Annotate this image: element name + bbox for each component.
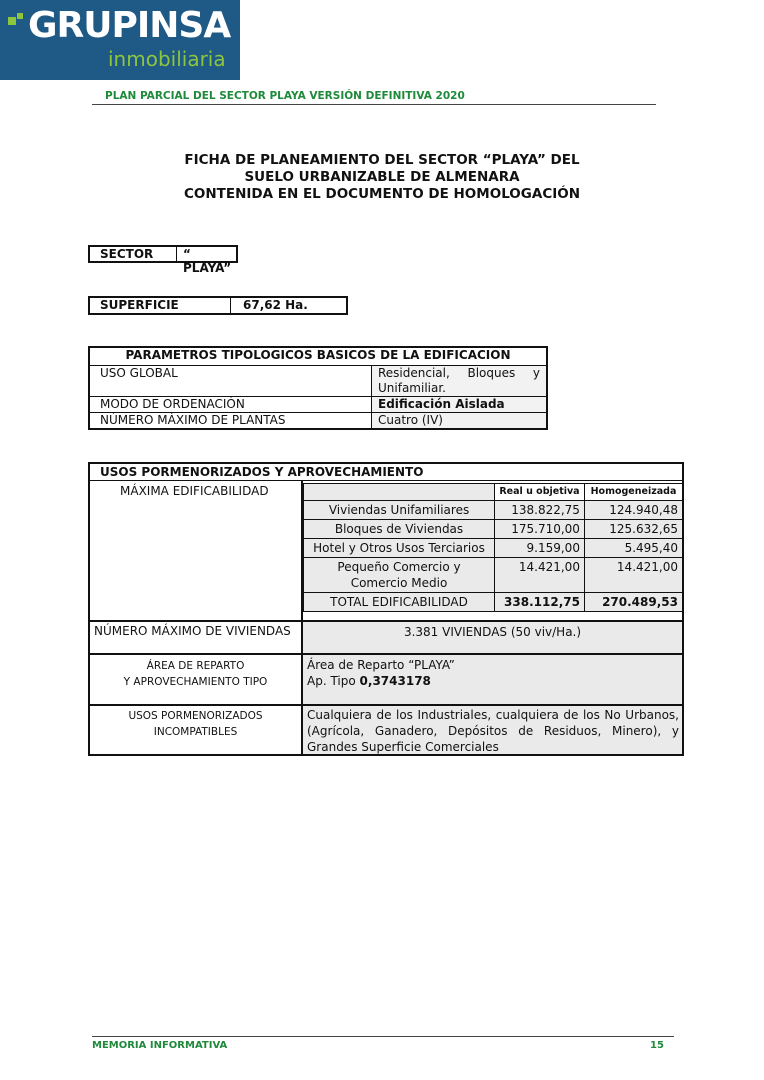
header-empty-cell xyxy=(304,484,495,501)
superficie-label: SUPERFICIE xyxy=(90,298,231,313)
incompatibles-value-line-1: Cualquiera de los Industriales, cualquiera de los No Urbanos, xyxy=(307,708,679,722)
logo-brand: GRUPINSA xyxy=(28,5,231,46)
reparto-label xyxy=(90,658,301,690)
sector-box xyxy=(88,245,238,275)
row-homog: 14.421,00 xyxy=(584,558,682,593)
reparto-value-line-1: Área de Reparto “PLAYA” xyxy=(307,658,455,672)
col-homog-header: Homogeneizada xyxy=(584,484,682,501)
header-title: PLAN PARCIAL DEL SECTOR PLAYA VERSIÓN DEFINITIVA 2020 xyxy=(105,90,465,102)
reparto-label-line-1: ÁREA DE REPARTO xyxy=(146,660,245,672)
parametros-heading: PARAMETROS TIPOLOGICOS BASICOS DE LA EDIFICACION xyxy=(89,347,547,366)
footer-divider xyxy=(92,1036,674,1037)
table-row xyxy=(304,539,683,558)
parametros-table xyxy=(88,346,548,430)
plantas-value: Cuatro (IV) xyxy=(372,413,548,430)
logo-mark-small xyxy=(17,13,23,19)
row-real: 9.159,00 xyxy=(495,539,585,558)
table-row xyxy=(89,397,547,413)
row-name: Bloques de Viviendas xyxy=(304,520,495,539)
title-line-1: FICHA DE PLANEAMIENTO DEL SECTOR “PLAYA” DEL xyxy=(184,152,580,168)
row-name: Viviendas Unifamiliares xyxy=(304,501,495,520)
row-homog: 125.632,65 xyxy=(584,520,682,539)
table-row xyxy=(304,593,683,612)
superficie-value: 67,62 Ha. xyxy=(243,298,308,312)
plantas-label: NÚMERO MÁXIMO DE PLANTAS xyxy=(89,413,372,430)
viviendas-value: 3.381 VIVIENDAS (50 viv/Ha.) xyxy=(403,625,582,639)
edificabilidad-table xyxy=(303,483,683,612)
viviendas-label: NÚMERO MÁXIMO DE VIVIENDAS xyxy=(94,624,291,638)
uso-global-label: USO GLOBAL xyxy=(89,366,372,397)
row-homog: 5.495,40 xyxy=(584,539,682,558)
incompatibles-label-line-2: INCOMPATIBLES xyxy=(153,726,238,738)
company-logo xyxy=(0,0,240,80)
table-row xyxy=(304,520,683,539)
incompatibles-value-line-2: (Agrícola, Ganadero, Depósitos de Residuos, Minero), y xyxy=(307,724,679,738)
row-homog: 124.940,48 xyxy=(584,501,682,520)
usos-table xyxy=(88,462,684,756)
reparto-label-line-2: Y APROVECHAMIENTO TIPO xyxy=(123,676,268,688)
uso-global-value xyxy=(372,366,548,397)
row-name-line-2: Comercio Medio xyxy=(350,576,448,590)
page-number: 15 xyxy=(650,1040,664,1051)
col-real-header: Real u objetiva xyxy=(495,484,585,501)
ap-tipo-prefix: Ap. Tipo xyxy=(307,674,360,688)
row-real: 138.822,75 xyxy=(495,501,585,520)
usos-heading: USOS PORMENORIZADOS Y APROVECHAMIENTO xyxy=(90,464,682,481)
row-real: 175.710,00 xyxy=(495,520,585,539)
reparto-value-line-2 xyxy=(307,673,431,689)
row-name xyxy=(304,558,495,593)
total-name: TOTAL EDIFICABILIDAD xyxy=(304,593,495,612)
modo-ordenacion-label: MODO DE ORDENACIÓN xyxy=(89,397,372,413)
incompatibles-label-line-1: USOS PORMENORIZADOS xyxy=(128,710,263,722)
superficie-box xyxy=(88,296,348,315)
incompatibles-label xyxy=(90,708,301,740)
table-row xyxy=(89,366,547,397)
total-real: 338.112,75 xyxy=(495,593,585,612)
ap-tipo-value: 0,3743178 xyxy=(359,674,431,688)
incompatibles-value-line-3: Grandes Superficie Comerciales xyxy=(307,740,499,754)
incompatibles-value xyxy=(307,707,679,755)
document-title xyxy=(120,152,644,203)
title-line-3: CONTENIDA EN EL DOCUMENTO DE HOMOLOGACIÓN xyxy=(183,186,581,202)
logo-mark xyxy=(8,17,16,25)
total-homog: 270.489,53 xyxy=(584,593,682,612)
sector-label: SECTOR xyxy=(90,247,177,261)
modo-ordenacion-value: Edificación Aislada xyxy=(372,397,548,413)
uso-global-value-line-1: Residencial, Bloques y xyxy=(378,366,540,380)
footer-section-label: MEMORIA INFORMATIVA xyxy=(92,1040,228,1051)
row-name-line-1: Pequeño Comercio y xyxy=(337,560,461,574)
uso-global-value-line-2: Unifamiliar. xyxy=(378,381,446,395)
header-divider xyxy=(92,104,656,105)
table-row xyxy=(304,558,683,593)
sector-value: “ PLAYA” xyxy=(183,247,232,275)
table-row xyxy=(89,413,547,430)
logo-subtitle: inmobiliaria xyxy=(108,47,226,71)
row-real: 14.421,00 xyxy=(495,558,585,593)
row-name: Hotel y Otros Usos Terciarios xyxy=(304,539,495,558)
max-edificabilidad-label: MÁXIMA EDIFICABILIDAD xyxy=(120,484,269,498)
table-row xyxy=(304,501,683,520)
title-line-2: SUELO URBANIZABLE DE ALMENARA xyxy=(244,169,520,185)
